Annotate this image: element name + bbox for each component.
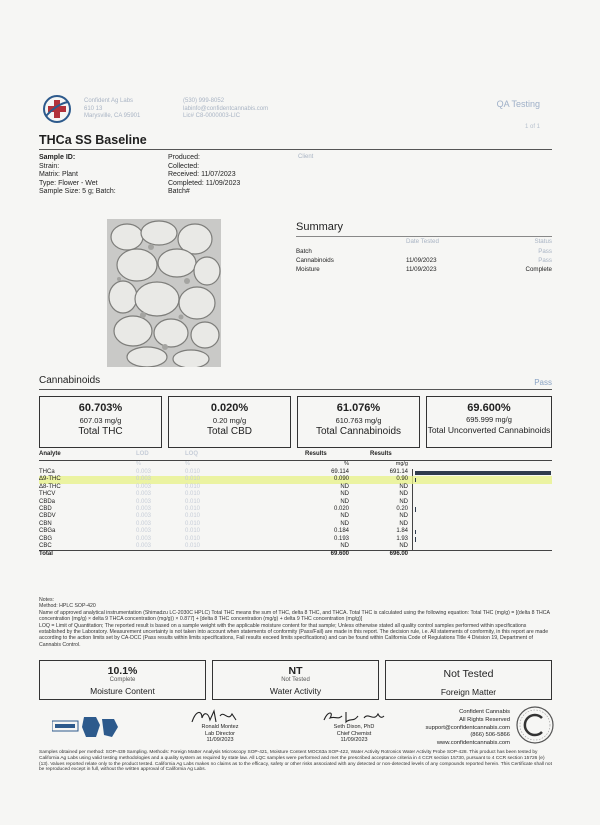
col-analyte: Analyte [39, 451, 61, 457]
notes-method: Method: HPLC SOP-420 [39, 603, 96, 610]
table-row [39, 499, 552, 506]
conf-phone: (866) 506-5866 [470, 732, 510, 739]
summary-divider [296, 236, 552, 237]
table-row [39, 543, 552, 550]
table-row [39, 513, 552, 520]
result-bar [415, 507, 416, 512]
analyte-result-mg: 0.90 [396, 476, 408, 483]
box-mg: 610.763 mg/g [335, 416, 382, 425]
summary-row-status: Pass [538, 248, 552, 255]
signer-title: Chief Chemist [336, 730, 372, 737]
analyte-name: CBDV [39, 513, 56, 520]
collected-date: Collected: [168, 162, 200, 170]
analyte-lod: 0.003 [136, 535, 152, 542]
col-lod: LOD [136, 451, 149, 457]
summary-row-batch [296, 248, 552, 256]
analyte-name: THCa [39, 469, 55, 475]
analyte-result-pct: ND [340, 513, 349, 520]
box-label: Total Unconverted Cannabinoids [427, 425, 551, 435]
signer-title: Lab Director [205, 730, 235, 737]
summary-row-date: 11/09/2023 [406, 257, 437, 264]
accreditation-logo-icon [52, 713, 122, 741]
total-thc-box [39, 396, 162, 448]
box-mg: 695.999 mg/g [466, 415, 512, 424]
analyte-loq: 0.010 [185, 498, 201, 505]
sample-dates [168, 154, 288, 197]
water-activity-label: Water Activity [269, 686, 322, 696]
summary-col-date: Date Tested [406, 238, 439, 245]
analyte-table [39, 451, 552, 559]
analyte-result-pct: ND [340, 483, 349, 490]
total-cbd-box [168, 396, 291, 448]
lab-name: Confident Ag Labs [84, 98, 134, 104]
summary-row-moisture [296, 266, 552, 274]
analyte-lod: 0.003 [136, 542, 152, 549]
analyte-result-mg: ND [399, 491, 408, 498]
analyte-name: CBGa [39, 528, 56, 535]
notes-section [39, 597, 552, 648]
table-row [39, 491, 552, 498]
analyte-result-pct: ND [340, 542, 349, 549]
analyte-name: Δ9-THC [39, 476, 61, 483]
analyte-name: CBC [39, 542, 52, 549]
unit-pct: % [344, 461, 349, 467]
analyte-loq: 0.010 [185, 520, 201, 527]
notes-loq: LOQ = Limit of Quantitation; The reported result is based on a sample weight with the applicable moisture content for that sample; Unless otherwise stated all quality control samples performed within specifications established by the Laboratory. Measurement uncertainty is not taken into account when statements of conformity (Pass/Fail) are made in this report. The decision rule, i.e. All statements of conformity, in this report are made according to the action limits set by CA-DCC (Pass results within limits specifications, Fail results exceed limits specifications) and can be found within California Code of Regulations Title 4 Division 19, Department of Cannabis Control. [39, 622, 549, 648]
table-row [39, 536, 552, 543]
analyte-loq: 0.010 [185, 535, 201, 542]
summary-row-name: Moisture [296, 266, 320, 273]
batch-number: Batch# [168, 188, 190, 195]
cannabinoids-status: Pass [534, 378, 552, 387]
analyte-name: CBG [39, 535, 53, 542]
analyte-loq: 0.010 [185, 469, 201, 475]
signature-lab-director [175, 708, 265, 744]
accreditation-seals [52, 713, 122, 741]
received-date: Received: 11/07/2023 [168, 171, 236, 178]
lab-logo [42, 94, 72, 124]
analyte-lod: 0.003 [136, 476, 152, 483]
conf-rights: All Rights Reserved [459, 716, 510, 723]
page-title: THCa SS Baseline [39, 133, 147, 147]
moisture-label: Moisture Content [90, 686, 155, 696]
moisture-status: Complete [109, 677, 136, 683]
analyte-result-pct: 69.114 [331, 469, 349, 475]
confident-c-icon [515, 705, 555, 745]
sample-id: Sample ID: [39, 154, 76, 161]
total-pct: 69.600 [330, 551, 349, 558]
analyte-result-mg: 1.93 [396, 535, 408, 542]
cannabinoids-divider [39, 389, 552, 390]
lab-license: Lic# C8-0000003-LIC [183, 113, 241, 119]
analyte-result-mg: ND [399, 483, 408, 490]
analyte-result-pct: 0.193 [333, 535, 349, 542]
analyte-result-mg: ND [399, 542, 408, 549]
client-label: Client [298, 154, 314, 160]
analyte-lod: 0.003 [136, 469, 152, 475]
lab-contact [183, 98, 273, 121]
sample-strain: Strain: [39, 162, 60, 170]
summary-row-name: Batch [296, 248, 312, 255]
analyte-lod: 0.003 [136, 491, 152, 498]
signature-mark [314, 708, 394, 724]
foreign-matter-label: Foreign Matter [440, 687, 497, 697]
analyte-result-pct: ND [340, 491, 349, 498]
result-bar [415, 471, 551, 476]
signer-name: Seth Dixon, PhD [333, 724, 375, 730]
sample-info [39, 154, 159, 197]
lab-info [84, 98, 174, 121]
analyte-result-mg: 0.20 [396, 505, 408, 512]
analyte-result-mg: ND [399, 498, 408, 505]
total-unconverted-box [426, 396, 552, 448]
sample-photo [107, 219, 221, 367]
result-bar [415, 537, 416, 542]
unit-lod: % [136, 461, 141, 467]
foreign-matter-value: Not Tested [443, 668, 494, 680]
sample-photo-image [107, 219, 221, 367]
summary-header-row [296, 238, 552, 246]
box-percent: 69.600% [467, 402, 511, 414]
analyte-result-pct: ND [340, 520, 349, 527]
moisture-value: 10.1% [107, 665, 138, 677]
box-percent: 60.703% [78, 402, 123, 414]
col-results-mg: Results [370, 451, 392, 457]
summary-row-status: Complete [525, 266, 552, 273]
summary-row-status: Pass [538, 257, 552, 264]
col-loq: LOQ [185, 451, 198, 457]
total-row [39, 550, 552, 558]
analyte-loq: 0.010 [185, 483, 201, 490]
analyte-result-pct: 0.020 [333, 505, 349, 512]
signature-chief-chemist [309, 708, 399, 744]
page-number: 1 of 1 [524, 124, 540, 130]
result-bar [415, 530, 416, 535]
analyte-table-header [39, 451, 552, 461]
unit-loq: % [185, 461, 190, 467]
total-cannabinoids-box [297, 396, 420, 448]
analyte-name: Δ8-THC [39, 483, 61, 490]
box-mg: 0.20 mg/g [212, 416, 247, 425]
total-label: Total [39, 551, 53, 558]
confident-cannabis-logo [515, 705, 555, 745]
analyte-result-pct: ND [340, 498, 349, 505]
water-activity-status: Not Tested [281, 677, 310, 683]
notes-equation: Name of approved analytical instrumentation (Shimadzu LC-2030C HPLC) Total THC means the sum of THC, delta 8 THC, and THCA. Total THC is calculated using the following equation: Total THC (mg/g) = [(delta 8 THCA concentration (mg/g) × delta 9 THCA concentration (mg/g)) × 0.877] + [delta 8 THC concentration (mg/g) + delta 9 THC concentration (mg/g)] [39, 609, 550, 623]
analyte-rows [39, 469, 552, 550]
summary-row-name: Cannabinoids [296, 257, 334, 264]
analyte-loq: 0.010 [185, 491, 201, 498]
analyte-loq: 0.010 [185, 528, 201, 535]
box-label: Total CBD [206, 426, 252, 437]
lab-address: 610 13 [84, 105, 103, 112]
notes-heading: Notes: [39, 597, 54, 603]
analyte-result-mg: 1.84 [396, 528, 408, 535]
analyte-lod: 0.003 [136, 528, 152, 535]
analyte-loq: 0.010 [185, 542, 201, 549]
table-row [39, 484, 552, 491]
total-mg: 696.00 [389, 551, 408, 558]
footer-disclaimer: Samples obtained per method: SOP-439 Sampling. Methods: Foreign Matter Analysis Microscopy SOP-421, Moisture Content MOC63a SOP-422, Water Activity Rotronics Water Activity Probe SOP-428. This product has been tested by California Ag Labs using valid testing methodologies and a quality system as required by state law. All LQC samples were performed and met the prescribed acceptance criteria in 4 CCR section 15730, pursuant to 4 CCR section 15726 (e)(13). Values reported relate only to the product tested. California Ag Labs makes no claims as to the efficacy, safety or other risks associated with any detected or non-detected levels of any compounds reported herein. This Certificate shall not be reproduced except in full, without the written approval of California Ag Labs. [39, 750, 552, 773]
analyte-result-mg: ND [399, 520, 408, 527]
analyte-lod: 0.003 [136, 505, 152, 512]
qa-testing-label: QA Testing [496, 99, 540, 109]
analyte-name: CBD [39, 505, 52, 512]
completed-date: Completed: 11/09/2023 [168, 179, 241, 187]
conf-email[interactable]: support@confidentcannabis.com [425, 724, 510, 731]
water-activity-box [212, 660, 379, 700]
water-activity-value: NT [288, 665, 303, 677]
signer-date: 11/09/2023 [340, 737, 368, 743]
box-mg: 607.03 mg/g [79, 416, 122, 425]
analyte-loq: 0.010 [185, 476, 201, 483]
analyte-name: THCV [39, 491, 56, 498]
box-percent: 61.076% [336, 402, 381, 414]
result-bar [415, 478, 416, 483]
lab-phone: (530) 999-8052 [183, 98, 225, 104]
analyte-result-pct: 0.184 [333, 528, 349, 535]
lab-logo-icon [42, 94, 72, 124]
produced-date: Produced: [168, 154, 200, 161]
confident-cannabis-info [395, 709, 510, 748]
table-row [39, 469, 552, 476]
sample-type: Type: Flower - Wet [39, 179, 98, 187]
foreign-matter-box [385, 660, 552, 700]
box-label: Total Cannabinoids [315, 426, 402, 437]
analyte-loq: 0.010 [185, 505, 201, 512]
table-row [39, 528, 552, 535]
lab-email: labinfo@confidentcannabis.com [183, 105, 269, 112]
analyte-lod: 0.003 [136, 513, 152, 520]
summary-row-cannabinoids [296, 257, 552, 265]
analyte-result-pct: 0.090 [333, 476, 349, 483]
title-divider [39, 149, 552, 150]
lab-city: Marysville, CA 95901 [84, 113, 141, 119]
summary-title: Summary [296, 221, 344, 233]
analyte-name: CBDa [39, 498, 56, 505]
summary-row-date: 11/09/2023 [406, 266, 437, 273]
signer-date: 11/09/2023 [206, 737, 234, 743]
conf-website[interactable]: www.confidentcannabis.com [436, 740, 510, 747]
analyte-lod: 0.003 [136, 520, 152, 527]
box-label: Total THC [78, 426, 123, 437]
summary-col-status: Status [534, 238, 552, 245]
box-percent: 0.020% [210, 402, 249, 414]
sample-matrix: Matrix: Plant [39, 171, 78, 178]
signature-mark [180, 708, 260, 724]
table-row [39, 521, 552, 528]
analyte-result-mg: ND [399, 513, 408, 520]
table-row [39, 506, 552, 513]
conf-name: Confident Cannabis [459, 709, 510, 715]
col-results-pct: Results [305, 451, 327, 457]
unit-mg: mg/g [395, 461, 408, 467]
analyte-name: CBN [39, 520, 52, 527]
analyte-table-units [39, 461, 552, 469]
table-row [39, 476, 552, 483]
analyte-lod: 0.003 [136, 483, 152, 490]
analyte-result-mg: 691.14 [389, 469, 408, 475]
analyte-loq: 0.010 [185, 513, 201, 520]
cannabinoids-title: Cannabinoids [39, 375, 101, 386]
sample-size: Sample Size: 5 g; Batch: [39, 188, 116, 195]
signer-name: Ronald Montez [201, 724, 239, 730]
analyte-lod: 0.003 [136, 498, 152, 505]
moisture-box [39, 660, 206, 700]
